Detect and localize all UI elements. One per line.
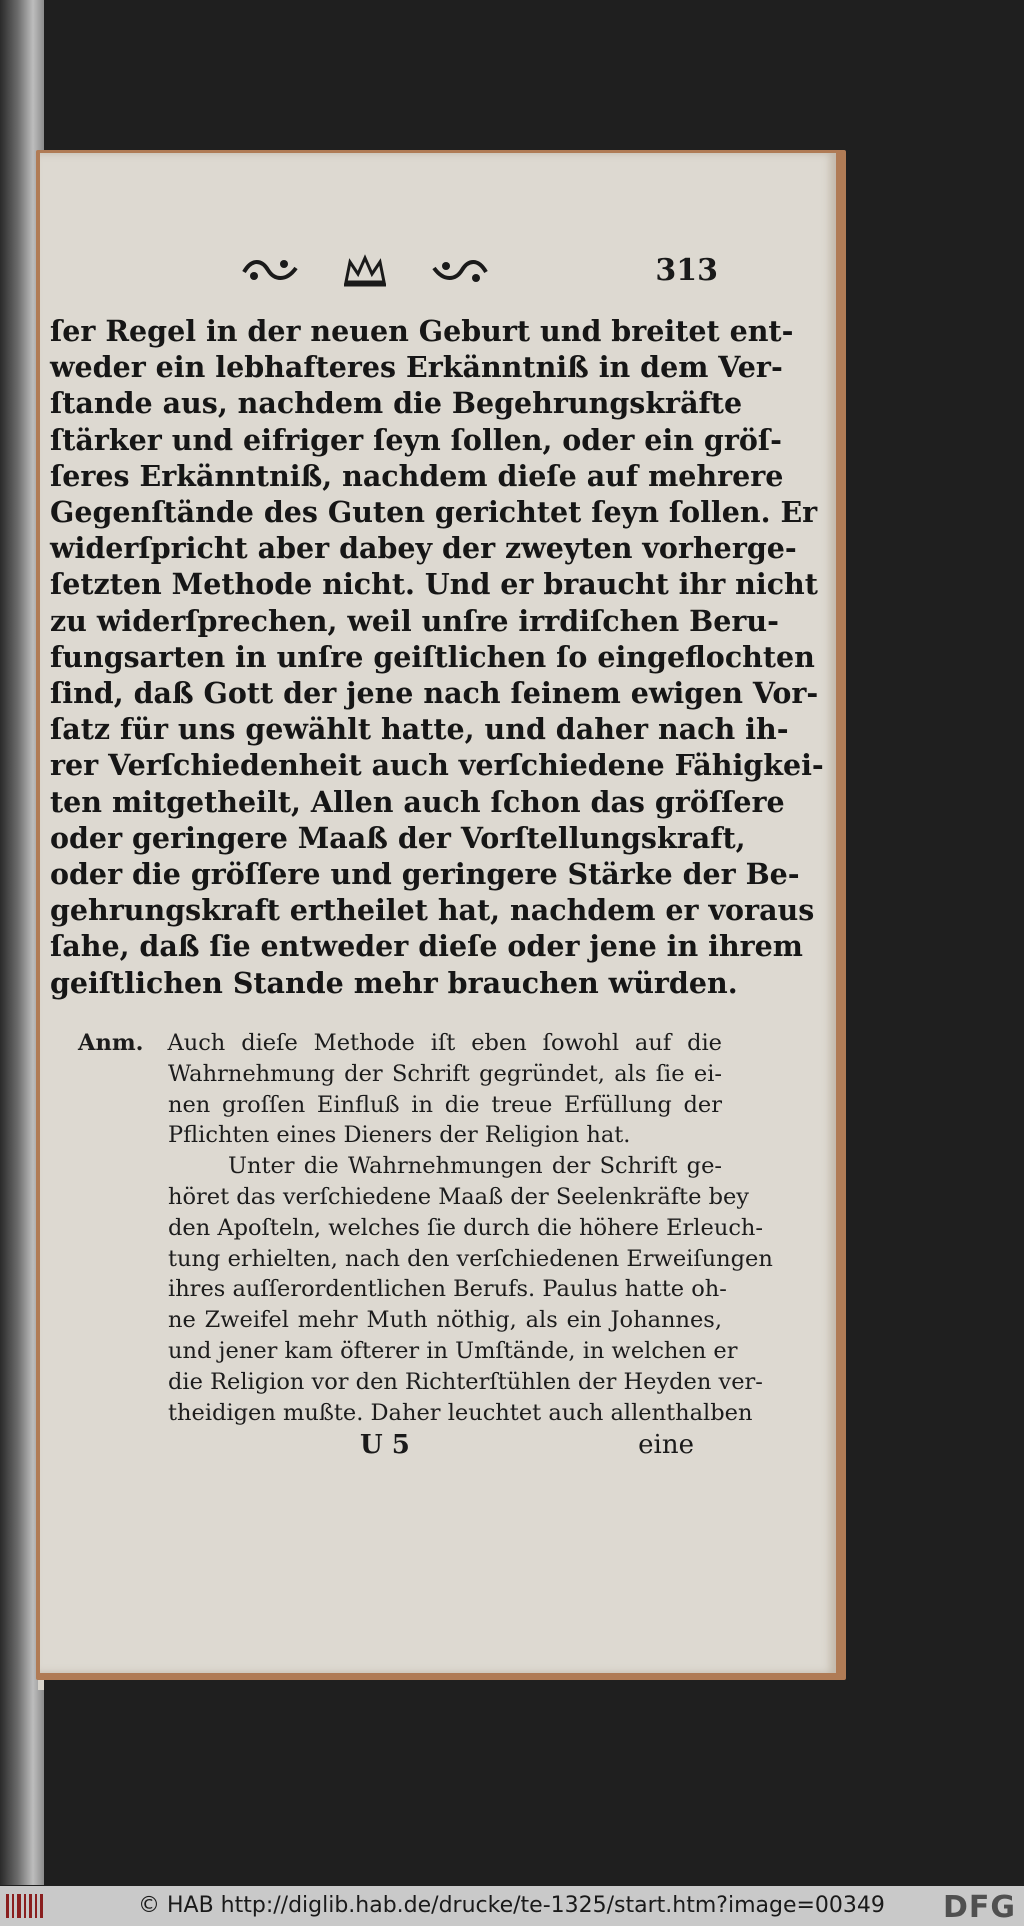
text-line: zu widerſprechen, weil unſre irrdiſchen Beru- [50,603,779,638]
note-line: und jener kam öfterer in Umſtände, in welchen er [168,1337,738,1364]
annotation-label: Anm. [78,1030,144,1056]
text-line: ſtande aus, nachdem die Begehrungskräfte [50,386,743,421]
text-line: weder ein lebhafteres Erkänntniß in dem Ver- [50,350,783,385]
note-line: die Religion vor den Richterſtühlen der Heyden ver- [168,1368,763,1395]
note-line: Wahrnehmung der Schrift gegründet, als ſie ei- [168,1060,722,1087]
text-line: ſeres Erkänntniß, nachdem dieſe auf mehrere [50,458,784,493]
note-line: tung erhielten, nach den verſchiedenen Erweiſungen [168,1245,773,1272]
viewer-footer-bar [0,1886,1024,1926]
main-paragraph [50,313,824,1001]
text-line: fungsarten in unſre geiſtlichen ſo eingeflochten [50,639,815,674]
text-line: ſahe, daß ſie entweder dieſe oder jene in ihrem [50,929,803,964]
note-line: ne Zweifel mehr Muth nöthig, als ein Johannes, [168,1307,722,1334]
book-page [40,153,836,1673]
text-line: ſatz für uns gewählt hatte, und daher nach ih- [50,712,789,747]
note-line: Pflichten eines Dieners der Religion hat. [168,1122,631,1149]
source-credit-link[interactable]: © HAB http://diglib.hab.de/drucke/te-1325/start.htm?image=00349 [138,1893,885,1918]
text-line: oder die gröſſere und geringere Stärke der Be- [50,857,800,892]
signature-mark: U 5 [360,1430,410,1460]
text-line: ſer Regel in der neuen Geburt und breitet ent- [50,314,794,348]
text-line: ſind, daß Gott der jene nach ſeinem ewigen Vor- [50,676,819,711]
text-line: Gegenſtände des Guten gerichtet ſeyn ſollen. Er [50,495,818,530]
text-line: geiſtlichen Stande mehr brauchen würden. [50,965,738,1000]
header-ornament-icon [240,249,490,293]
text-line: ten mitgetheilt, Allen auch ſchon das gröſſere [50,784,785,819]
text-line: ſetzten Methode nicht. Und er braucht ihr nicht [50,567,818,602]
text-line: rer Verſchiedenheit auch verſchiedene Fähigkei- [50,748,824,783]
note-line: theidigen mußte. Daher leuchtet auch allenthalben [168,1399,753,1426]
note-line: den Apoſteln, welches ſie durch die höhere Erleuch- [168,1214,764,1241]
text-line: gehrungskraft ertheilet hat, nachdem er voraus [50,893,815,928]
annotation-block [78,1028,773,1428]
page-footer [40,1430,836,1470]
dfg-logo: DFG [942,1890,1016,1925]
text-line: ſtärker und eifriger ſeyn ſollen, oder ein gröſ- [50,422,782,457]
catchword: eine [638,1430,694,1460]
text-line: oder geringere Maaß der Vorſtellungskraft, [50,820,746,855]
note-line: höret das verſchiedene Maaß der Seelenkräfte bey [168,1183,750,1210]
text-line: widerſpricht aber dabey der zweyten vorherge- [50,531,797,566]
note-line: Unter die Wahrnehmungen der Schrift ge- [228,1153,722,1180]
page-number: 313 [655,253,718,288]
note-line: nen groſſen Einfluß in die treue Erfüllung der [168,1091,722,1118]
note-line: ihres auſſerordentlichen Berufs. Paulus hatte oh- [168,1276,727,1303]
barcode-icon [4,1892,46,1920]
page-header [40,249,836,299]
note-line: Auch dieſe Methode iſt eben ſowohl auf die [167,1030,722,1056]
